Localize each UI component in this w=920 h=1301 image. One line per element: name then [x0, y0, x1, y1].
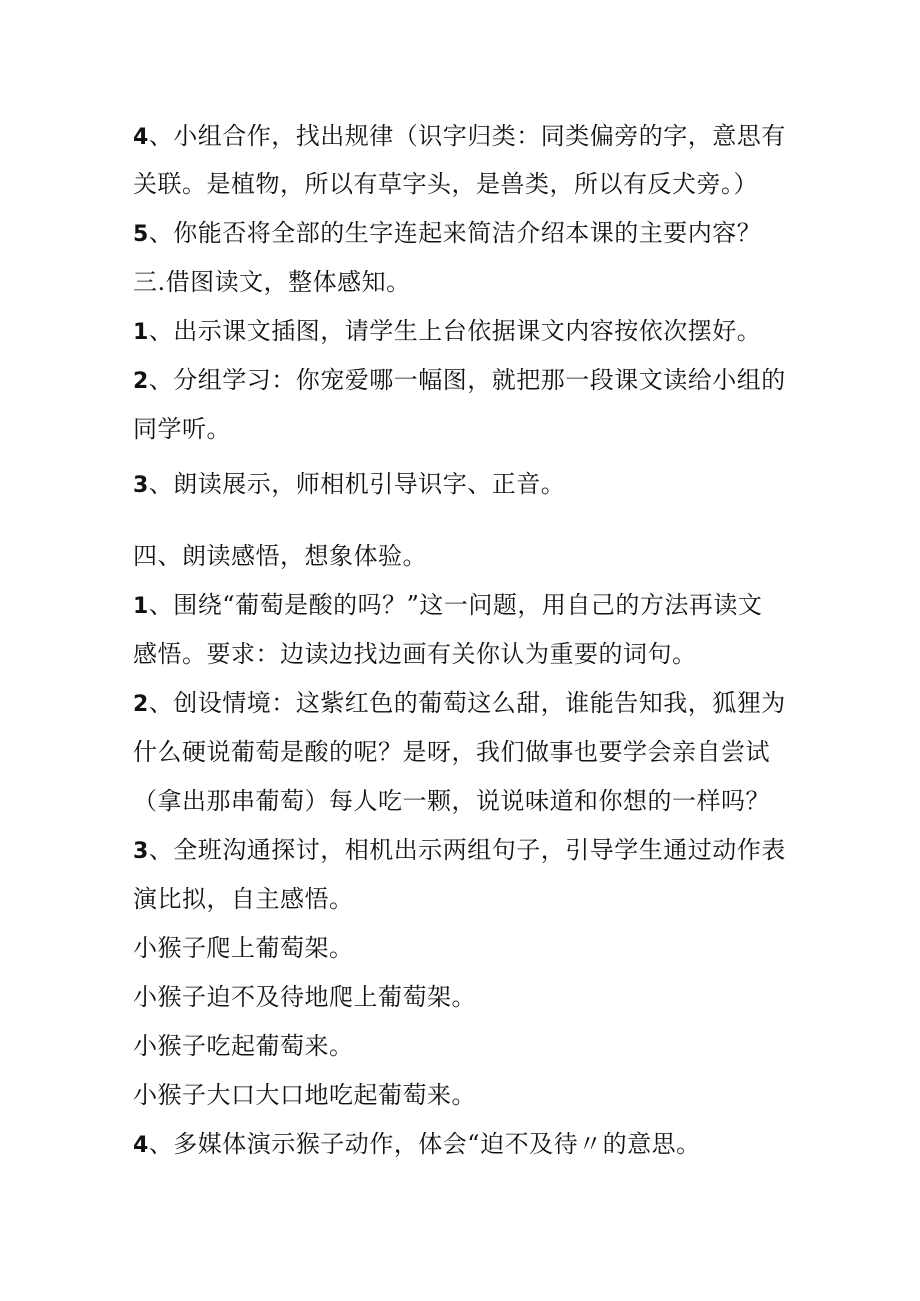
example-sentence — [133, 1030, 793, 1064]
line-text: 、全班沟通探讨，相机出示两组句子，引导学生通过动作表 — [148, 836, 786, 864]
item-number: 4 — [133, 1133, 149, 1158]
line-text: 三.借图读文，整体感知。 — [133, 268, 411, 296]
line-text: 四、朗读感悟，想象体验。 — [133, 542, 427, 570]
line-text: 、分组学习：你宠爱哪一幅图，就把那一段课文读给小组的 — [148, 366, 786, 394]
text-line — [133, 687, 793, 721]
line-text: 演比拟，自主感悟。 — [133, 885, 354, 913]
section-heading — [133, 540, 793, 574]
item-number: 1 — [133, 594, 149, 619]
line-text: 、创设情境：这紫红色的葡萄这么甜，谁能告知我，狐狸为 — [148, 689, 786, 717]
text-line — [133, 168, 793, 202]
text-line — [133, 364, 793, 398]
line-text: 小猴子爬上葡萄架。 — [133, 934, 354, 962]
line-text: 小猴子吃起葡萄来。 — [133, 1032, 354, 1060]
line-text: 、小组合作，找出规律（识字归类：同类偏旁的字，意思有 — [148, 122, 786, 150]
line-text: 感悟。要求：边读边找边画有关你认为重要的词句。 — [133, 640, 697, 668]
example-sentence — [133, 981, 793, 1015]
item-number: 3 — [133, 473, 149, 498]
text-line — [133, 883, 793, 917]
line-text: 、出示课文插图，请学生上台依据课文内容按依次摆好。 — [148, 317, 762, 345]
text-line — [133, 589, 793, 623]
item-number: 1 — [133, 320, 149, 345]
item-number: 2 — [133, 692, 149, 717]
text-line — [133, 785, 793, 819]
example-sentence — [133, 932, 793, 966]
text-line — [133, 468, 793, 502]
line-text: 、多媒体演示猴子动作，体会“迫不及待〃的意思。 — [148, 1130, 701, 1158]
line-text: 什么硬说葡萄是酸的呢？是呀，我们做事也要学会亲自尝试 — [133, 738, 770, 766]
text-line — [133, 413, 793, 447]
text-line — [133, 315, 793, 349]
line-text: 关联。是植物，所以有草字头，是兽类，所以有反犬旁。） — [133, 170, 758, 198]
line-text: 同学听。 — [133, 415, 231, 443]
text-line — [133, 736, 793, 770]
item-number: 3 — [133, 839, 149, 864]
section-heading — [133, 266, 793, 300]
text-line — [133, 1128, 793, 1162]
line-text: 小猴子迫不及待地爬上葡萄架。 — [133, 983, 476, 1011]
item-number: 2 — [133, 369, 149, 394]
item-number: 4 — [133, 125, 149, 150]
line-text: 、朗读展示，师相机引导识字、正音。 — [148, 470, 566, 498]
item-number: 5 — [133, 222, 149, 247]
text-line — [133, 120, 793, 154]
example-sentence — [133, 1079, 793, 1113]
text-line — [133, 638, 793, 672]
line-text: 、你能否将全部的生字连起来简洁介绍本课的主要内容？ — [148, 219, 762, 247]
line-text: 、围绕“葡萄是酸的吗？”这一问题，用自己的方法再读文 — [148, 591, 763, 619]
line-text: （拿出那串葡萄）每人吃一颗，说说味道和你想的一样吗？ — [133, 787, 770, 815]
text-line — [133, 217, 793, 251]
line-text: 小猴子大口大口地吃起葡萄来。 — [133, 1081, 476, 1109]
text-line — [133, 834, 793, 868]
